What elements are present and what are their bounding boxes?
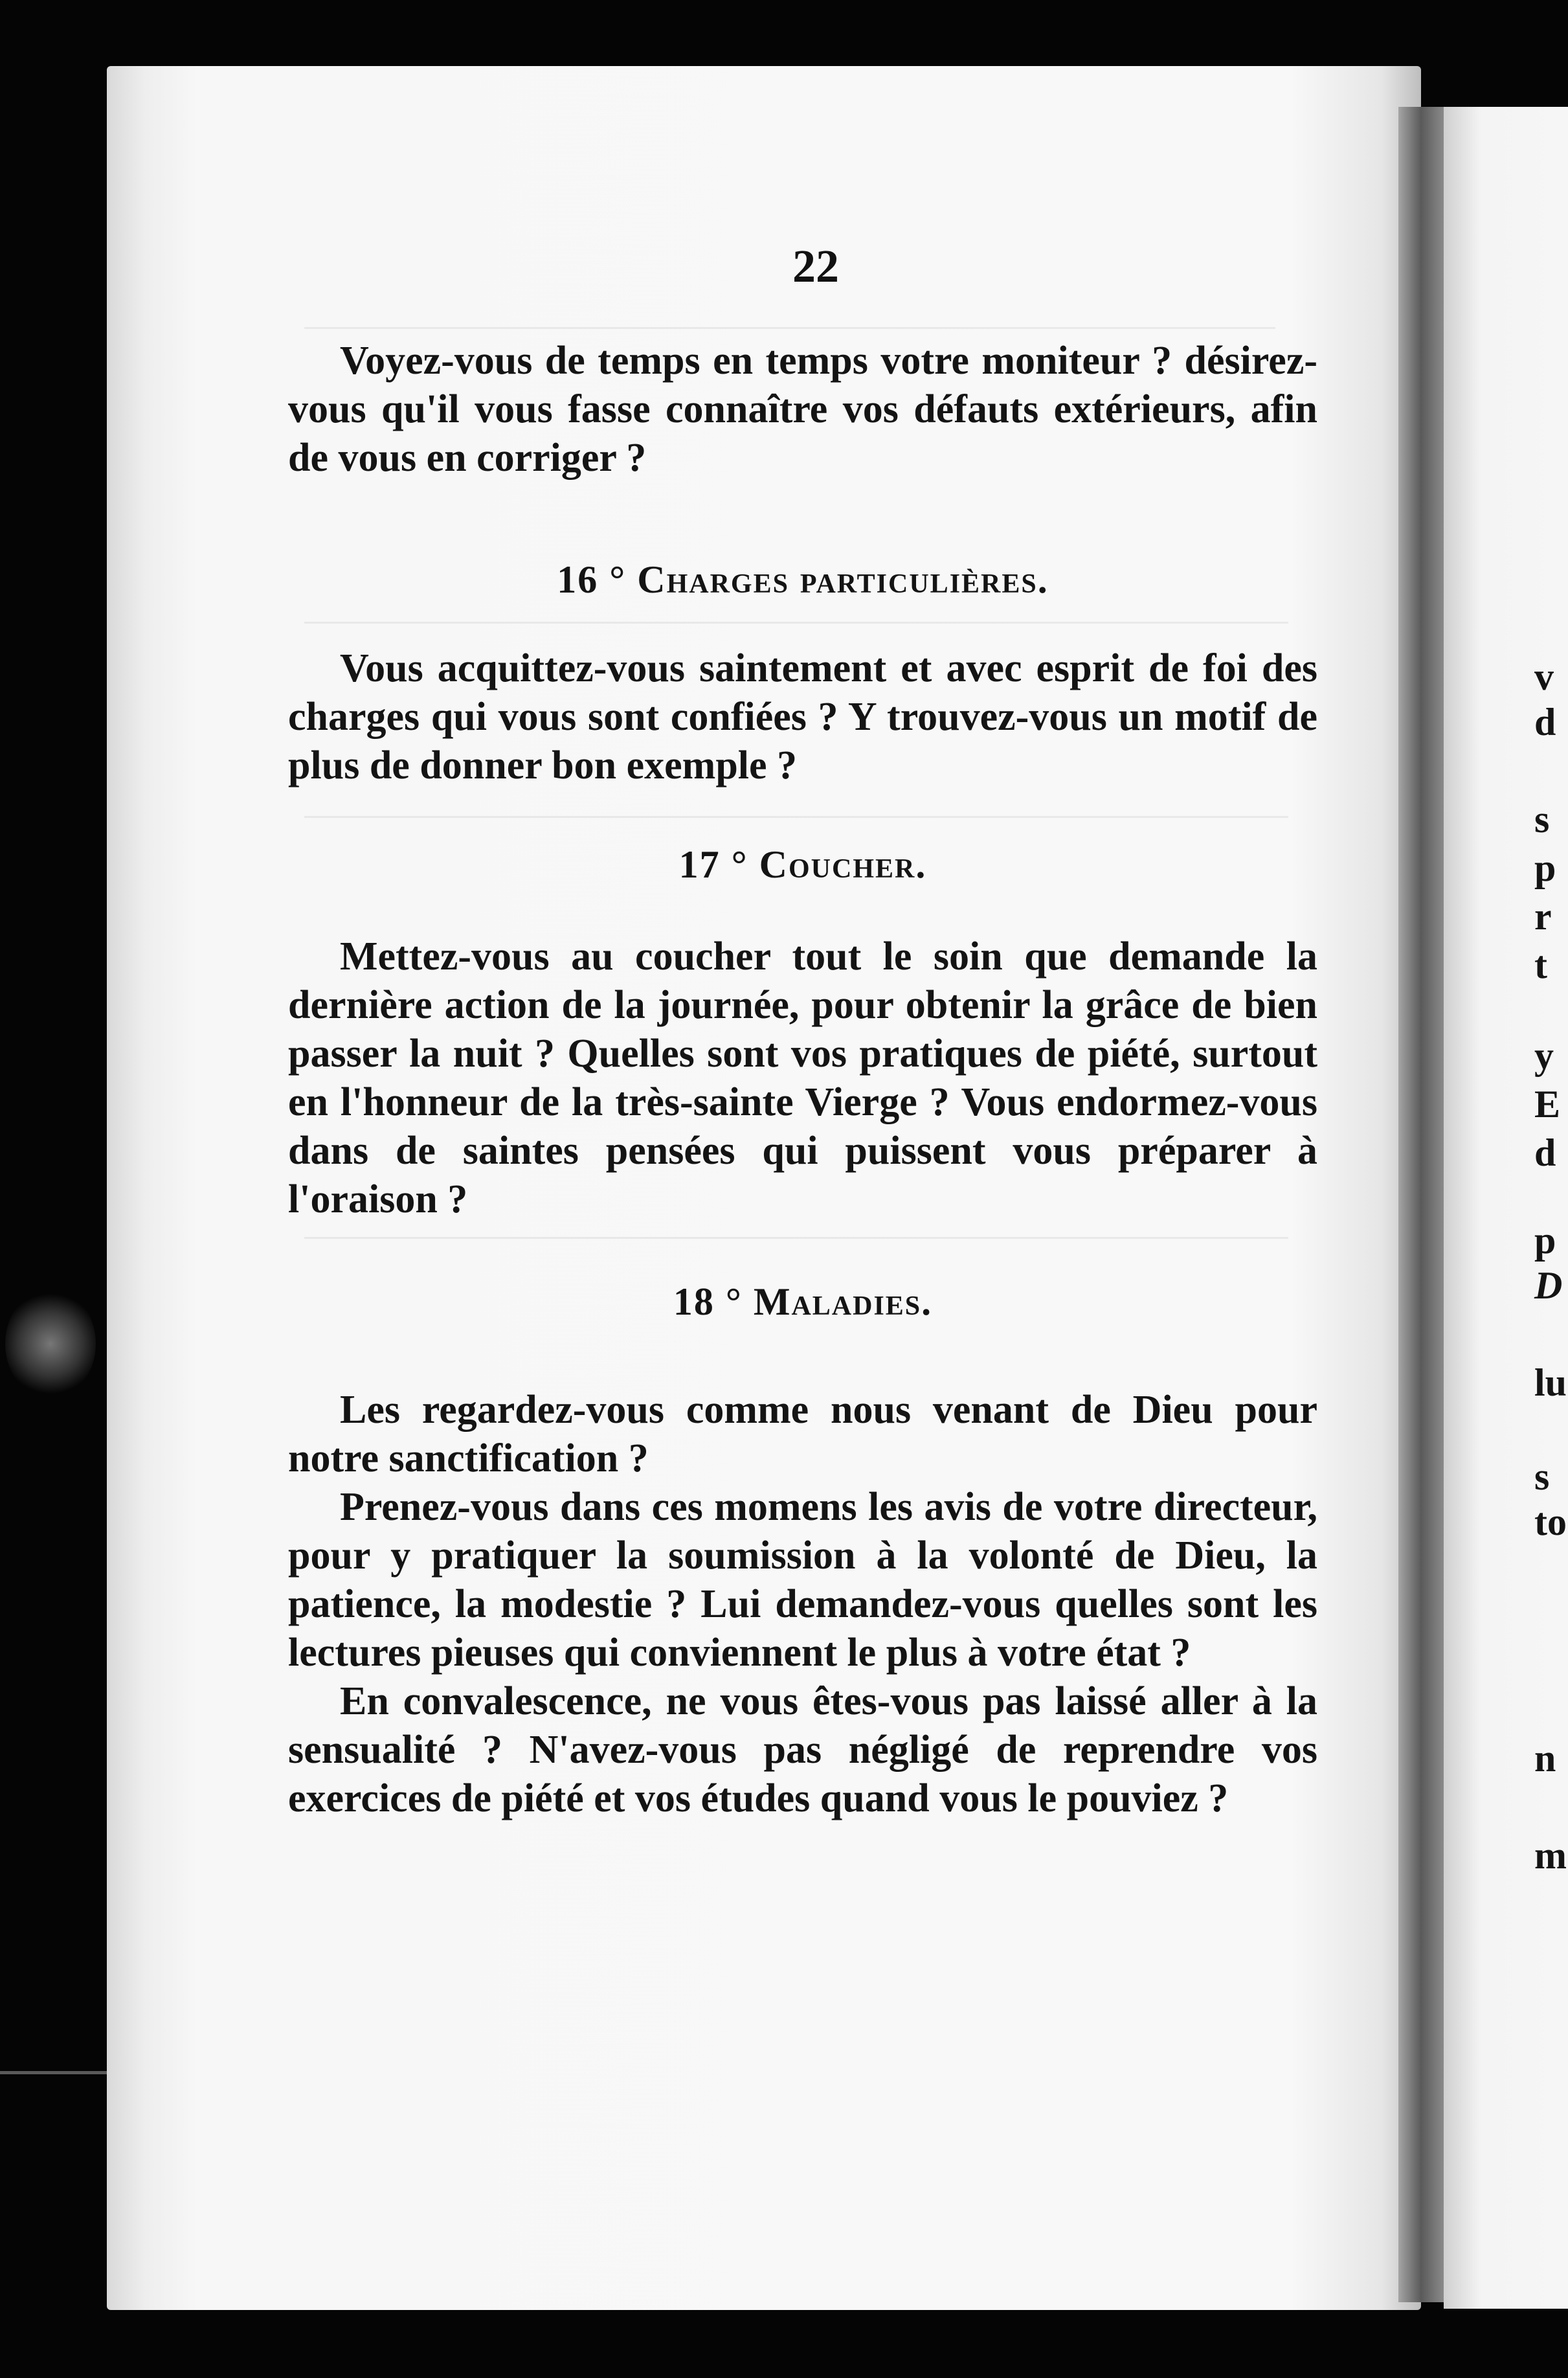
right-page-fragment: y [1534,1034,1554,1077]
right-page-fragment: p [1534,1219,1556,1262]
section-heading-18 [288,1276,1317,1328]
right-page-fragment: p [1534,846,1556,889]
section-title: Charges particulières. [637,558,1049,601]
right-page-fragment: d [1534,1131,1556,1174]
right-page-edge [1444,107,1568,2309]
paragraph-maladies-3: En convalescence, ne vous êtes-vous pas laissé aller à la sensualité ? N'avez-vous pas négligé de reprendre vos exercices de piété et vos études quand vous le pouviez ? [288,1679,1317,1820]
section-heading-17 [288,839,1317,890]
section-number: 18 ° [673,1280,743,1323]
right-page-fragment: E [1534,1083,1561,1126]
section-heading-16 [288,554,1317,606]
right-page-fragment: to [1534,1500,1567,1543]
right-page-fragment: D [1534,1264,1563,1307]
margin-stain [5,1289,96,1399]
paragraph-moniteur: Voyez-vous de temps en temps votre moniteur ? désirez-vous qu'il vous fasse connaître vos défauts extérieurs, afin de vous en corriger ? [288,339,1317,480]
paragraph-charges: Vous acquittez-vous saintement et avec esprit de foi des charges qui vous sont confiées ? Y trouvez-vous un motif de plus de donner bon exemple ? [288,646,1317,787]
right-page-fragment: v [1534,655,1554,698]
right-page-fragment: m [1534,1834,1567,1877]
right-page-fragment: s [1534,1455,1550,1498]
paragraph-maladies-1: Les regardez-vous comme nous venant de Dieu pour notre sanctification ? [288,1388,1317,1480]
section-title: Coucher. [759,843,927,886]
right-page-fragment: n [1534,1737,1556,1780]
right-page-fragment: r [1534,895,1552,938]
paragraph-coucher: Mettez-vous au coucher tout le soin que demande la dernière action de la journée, pour obtenir la grâce de bien passer la nuit ? Quelles sont vos pratiques de piété, surtout en l'honneur de la très-sainte Vierge ? Vous endormez-vous dans de saintes pensées qui puissent vous préparer à l'oraison ? [288,934,1317,1221]
section-title: Maladies. [753,1280,933,1323]
page-gutter-shadow [1398,107,1444,2302]
page-text [288,337,1317,1823]
bleed-through-mark [304,327,1275,329]
page-number: 22 [792,240,839,292]
right-page-fragment: lu [1534,1361,1567,1404]
right-page-fragment: d [1534,701,1556,743]
paragraph-maladies-2: Prenez-vous dans ces momens les avis de votre directeur, pour y pratiquer la soumission à la volonté de Dieu, la patience, la modestie ? Lui demandez-vous quelles sont les lectures pieuses qui conviennent le plus à votre état ? [288,1485,1317,1675]
right-page-fragment: t [1534,944,1547,986]
right-page-fragment: s [1534,798,1550,841]
section-number: 16 ° [557,558,627,601]
section-number: 17 ° [678,843,748,886]
